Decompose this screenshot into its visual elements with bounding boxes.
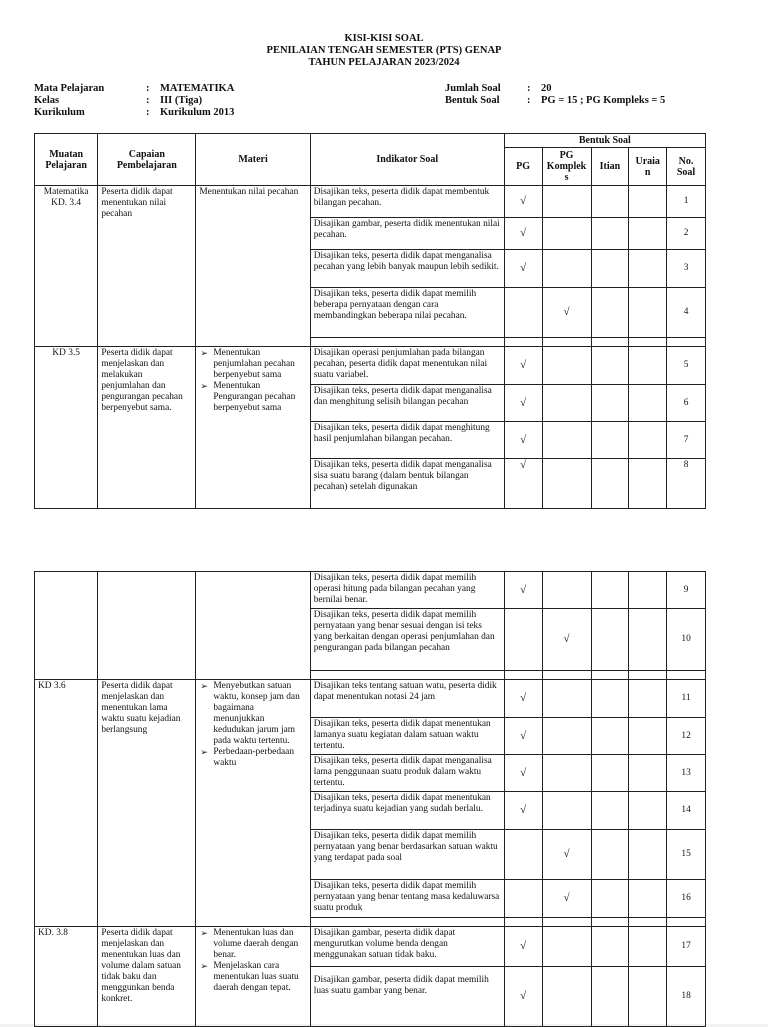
- materi-item: ➢ Menentukan Pengurangan pecahan berpenyebut sama: [213, 381, 306, 414]
- uraian-cell: [629, 967, 667, 1027]
- muatan-cell: KD 3.6: [35, 680, 98, 927]
- bentuk-value: PG = 15 ; PG Kompleks = 5: [541, 95, 666, 106]
- no-soal: 10: [667, 609, 706, 671]
- uraian-cell: [629, 347, 667, 385]
- isian-cell: [591, 967, 629, 1027]
- materi-cell: [196, 680, 310, 927]
- pg-check: √: [504, 250, 542, 288]
- isian-cell: [591, 792, 629, 830]
- pg-check: √: [504, 186, 542, 218]
- pg-check: [504, 830, 542, 880]
- uraian-cell: [629, 250, 667, 288]
- uraian-cell: [629, 186, 667, 218]
- colon: :: [527, 95, 531, 106]
- indikator-cell: Disajikan teks, peserta didik dapat menganalisa dan menghitung selisih bilangan pecahan: [310, 385, 504, 422]
- isian-cell: [591, 927, 629, 967]
- pgk-check: √: [542, 830, 591, 880]
- indikator-cell: Disajikan teks, peserta didik dapat menghitung hasil penjumlahan bilangan pecahan.: [310, 422, 504, 459]
- materi-item: ➢ Perbedaan-perbedaan waktu: [213, 747, 306, 769]
- jumlah-value: 20: [541, 83, 552, 94]
- indikator-cell: Disajikan teks, peserta didik dapat membentuk bilangan pecahan.: [310, 186, 504, 218]
- pgk-check: [542, 186, 591, 218]
- uraian-cell: [629, 609, 667, 671]
- indikator-cell: Disajikan teks, peserta didik dapat memilih pernyataan yang benar berdasarkan satuan waktu yang terdapat pada soal: [310, 830, 504, 880]
- pg-check: [504, 288, 542, 338]
- header-isian: Itian: [591, 148, 629, 186]
- uraian-cell: [629, 422, 667, 459]
- no-soal: 1: [667, 186, 706, 218]
- materi-cell: [196, 572, 310, 680]
- pg-check: [504, 880, 542, 918]
- uraian-cell: [629, 718, 667, 755]
- no-soal: 6: [667, 385, 706, 422]
- isian-cell: [591, 609, 629, 671]
- indikator-cell: Disajikan teks, peserta didik dapat memilih pernyataan yang benar tentang masa kedaluwarsa suatu produk: [310, 880, 504, 918]
- no-soal: 7: [667, 422, 706, 459]
- capaian-cell: Peserta didik dapat menjelaskan dan menentukan lama waktu suatu kejadian berlangsung: [98, 680, 196, 927]
- pg-check: √: [504, 967, 542, 1027]
- isian-cell: [591, 347, 629, 385]
- indikator-cell: Disajikan teks tentang satuan watu, peserta didik dapat menentukan notasi 24 jam: [310, 680, 504, 718]
- uraian-cell: [629, 755, 667, 792]
- isian-cell: [591, 385, 629, 422]
- table-row: [35, 680, 706, 718]
- uraian-cell: [629, 792, 667, 830]
- isian-cell: [591, 459, 629, 509]
- isian-cell: [591, 830, 629, 880]
- header-materi: Materi: [196, 134, 310, 186]
- meta-right: [445, 83, 665, 107]
- header-capaian: Capaian Pembelajaran: [98, 134, 196, 186]
- no-soal: 12: [667, 718, 706, 755]
- muatan-cell: KD 3.5: [35, 347, 98, 509]
- table-row: [35, 572, 706, 609]
- indikator-cell: Disajikan teks, peserta didik dapat menentukan lamanya suatu kegiatan dalam satuan waktu tertentu.: [310, 718, 504, 755]
- kisi-table-part2: [34, 571, 706, 1027]
- kisi-table-part1: [34, 133, 706, 509]
- uraian-cell: [629, 680, 667, 718]
- isian-cell: [591, 250, 629, 288]
- materi-cell: [196, 347, 310, 509]
- pg-check: √: [504, 422, 542, 459]
- capaian-cell: [98, 572, 196, 680]
- no-soal: 2: [667, 218, 706, 250]
- no-soal: 9: [667, 572, 706, 609]
- indikator-cell: Disajikan teks, peserta didik dapat memilih beberapa pernyataan dengan cara membandingkan beberapa nilai pecahan.: [310, 288, 504, 338]
- no-soal: 15: [667, 830, 706, 880]
- isian-cell: [591, 288, 629, 338]
- no-soal: 14: [667, 792, 706, 830]
- indikator-cell: Disajikan gambar, peserta didik menentukan nilai pecahan.: [310, 218, 504, 250]
- pgk-check: [542, 967, 591, 1027]
- uraian-cell: [629, 459, 667, 509]
- no-soal: 4: [667, 288, 706, 338]
- indikator-cell: Disajikan teks, peserta didik dapat memilih pernyataan yang benar sesuai dengan isi teks yang berkaitan dengan operasi penjumlahan dan pengurangan pada bilangan pecahan: [310, 609, 504, 671]
- pg-check: √: [504, 755, 542, 792]
- pg-check: √: [504, 792, 542, 830]
- indikator-cell: Disajikan teks, peserta didik dapat memilih operasi hitung pada bilangan pecahan yang bernilai benar.: [310, 572, 504, 609]
- pgk-check: [542, 718, 591, 755]
- pg-check: [504, 609, 542, 671]
- indikator-cell: Disajikan teks, peserta didik dapat menentukan terjadinya suatu kejadian yang sudah berlalu.: [310, 792, 504, 830]
- no-soal: 13: [667, 755, 706, 792]
- muatan-cell: KD. 3.8: [35, 927, 98, 1027]
- muatan-cell: [35, 572, 98, 680]
- pgk-check: √: [542, 880, 591, 918]
- no-soal: 18: [667, 967, 706, 1027]
- pgk-check: [542, 459, 591, 509]
- materi-cell: Menentukan nilai pecahan: [196, 186, 310, 347]
- materi-item: ➢ Menentukan penjumlahan pecahan berpenyebut sama: [213, 348, 306, 381]
- isian-cell: [591, 680, 629, 718]
- pgk-check: [542, 347, 591, 385]
- mapel-value: MATEMATIKA: [160, 83, 235, 94]
- isian-cell: [591, 218, 629, 250]
- header-indikator: Indikator Soal: [310, 134, 504, 186]
- uraian-cell: [629, 927, 667, 967]
- no-soal: 8: [667, 459, 706, 509]
- pg-check: √: [504, 218, 542, 250]
- table-row: [35, 347, 706, 385]
- no-soal: 5: [667, 347, 706, 385]
- pg-check: √: [504, 572, 542, 609]
- pg-check: √: [504, 459, 542, 509]
- header-pg: PG: [504, 148, 542, 186]
- pgk-check: [542, 572, 591, 609]
- header-pg-kompleks: PG Komplek s: [542, 148, 591, 186]
- meta-left: [34, 83, 310, 119]
- doc-title: KISI-KISI SOAL: [344, 33, 424, 44]
- doc-year: TAHUN PELAJARAN 2023/2024: [308, 57, 460, 68]
- no-soal: 11: [667, 680, 706, 718]
- pgk-check: [542, 422, 591, 459]
- pg-check: √: [504, 927, 542, 967]
- isian-cell: [591, 186, 629, 218]
- colon: :: [527, 83, 531, 94]
- pgk-check: [542, 927, 591, 967]
- colon: :: [146, 95, 150, 106]
- colon: :: [146, 83, 150, 94]
- muatan-cell: Matematika KD. 3.4: [35, 186, 98, 347]
- table-row: [35, 186, 706, 218]
- materi-item: ➢ Menentukan luas dan volume daerah dengan benar.: [213, 928, 306, 961]
- materi-item: ➢ Menyebutkan satuan waktu, konsep jam dan bagaimana menunjukkan kedudukan jarum jam pada waktu tertentu.: [213, 681, 306, 747]
- isian-cell: [591, 880, 629, 918]
- doc-subtitle: PENILAIAN TENGAH SEMESTER (PTS) GENAP: [266, 45, 502, 56]
- pgk-check: [542, 218, 591, 250]
- pgk-check: √: [542, 609, 591, 671]
- header-no-soal: No. Soal: [667, 148, 706, 186]
- indikator-cell: Disajikan teks, peserta didik dapat menganalisa pecahan yang lebih banyak maupun lebih sedikit.: [310, 250, 504, 288]
- indikator-cell: Disajikan gambar, peserta didik dapat mengurutkan volume benda dengan menggunakan satuan tidak baku.: [310, 927, 504, 967]
- pg-check: √: [504, 718, 542, 755]
- pg-check: √: [504, 385, 542, 422]
- mapel-label: Mata Pelajaran: [34, 83, 105, 94]
- capaian-cell: Peserta didik dapat menentukan nilai pecahan: [98, 186, 196, 347]
- jumlah-label: Jumlah Soal: [445, 83, 501, 94]
- indikator-cell: Disajikan gambar, peserta didik dapat memilih luas suatu gambar yang benar.: [310, 967, 504, 1027]
- header-muatan: Muatan Pelajaran: [35, 134, 98, 186]
- no-soal: 16: [667, 880, 706, 918]
- indikator-cell: Disajikan operasi penjumlahan pada bilangan pecahan, peserta didik dapat menentukan nilai suatu variabel.: [310, 347, 504, 385]
- kurikulum-value: Kurikulum 2013: [160, 107, 235, 118]
- colon: :: [146, 107, 150, 118]
- materi-cell: [196, 927, 310, 1027]
- isian-cell: [591, 718, 629, 755]
- indikator-cell: Disajikan teks, peserta didik dapat menganalisa lama penggunaan suatu produk dalam waktu tertentu.: [310, 755, 504, 792]
- capaian-cell: Peserta didik dapat menjelaskan dan menentukan luas dan volume dalam satuan tidak baku dan menggunkan benda konkret.: [98, 927, 196, 1027]
- bentuk-label: Bentuk Soal: [445, 95, 500, 106]
- no-soal: 17: [667, 927, 706, 967]
- uraian-cell: [629, 572, 667, 609]
- uraian-cell: [629, 880, 667, 918]
- isian-cell: [591, 422, 629, 459]
- pgk-check: [542, 755, 591, 792]
- kurikulum-label: Kurikulum: [34, 107, 85, 118]
- uraian-cell: [629, 288, 667, 338]
- pg-check: √: [504, 680, 542, 718]
- pgk-check: [542, 792, 591, 830]
- uraian-cell: [629, 830, 667, 880]
- indikator-cell: Disajikan teks, peserta didik dapat menganalisa sisa suatu barang (dalam bentuk bilangan pecahan) setelah digunakan: [310, 459, 504, 509]
- pgk-check: [542, 680, 591, 718]
- materi-item: ➢ Menjelaskan cara menentukan luas suatu daerah dengan tepat.: [213, 961, 306, 994]
- pgk-check: √: [542, 288, 591, 338]
- pgk-check: [542, 250, 591, 288]
- table-row: [35, 927, 706, 967]
- uraian-cell: [629, 218, 667, 250]
- pgk-check: [542, 385, 591, 422]
- isian-cell: [591, 755, 629, 792]
- pg-check: √: [504, 347, 542, 385]
- uraian-cell: [629, 385, 667, 422]
- capaian-cell: Peserta didik dapat menjelaskan dan melakukan penjumlahan dan pengurangan pecahan berpenyebut sama.: [98, 347, 196, 509]
- kelas-label: Kelas: [34, 95, 60, 106]
- isian-cell: [591, 572, 629, 609]
- kelas-value: III (Tiga): [160, 95, 203, 106]
- no-soal: 3: [667, 250, 706, 288]
- header-bentuk: Bentuk Soal: [504, 134, 705, 148]
- header-uraian: Uraia n: [629, 148, 667, 186]
